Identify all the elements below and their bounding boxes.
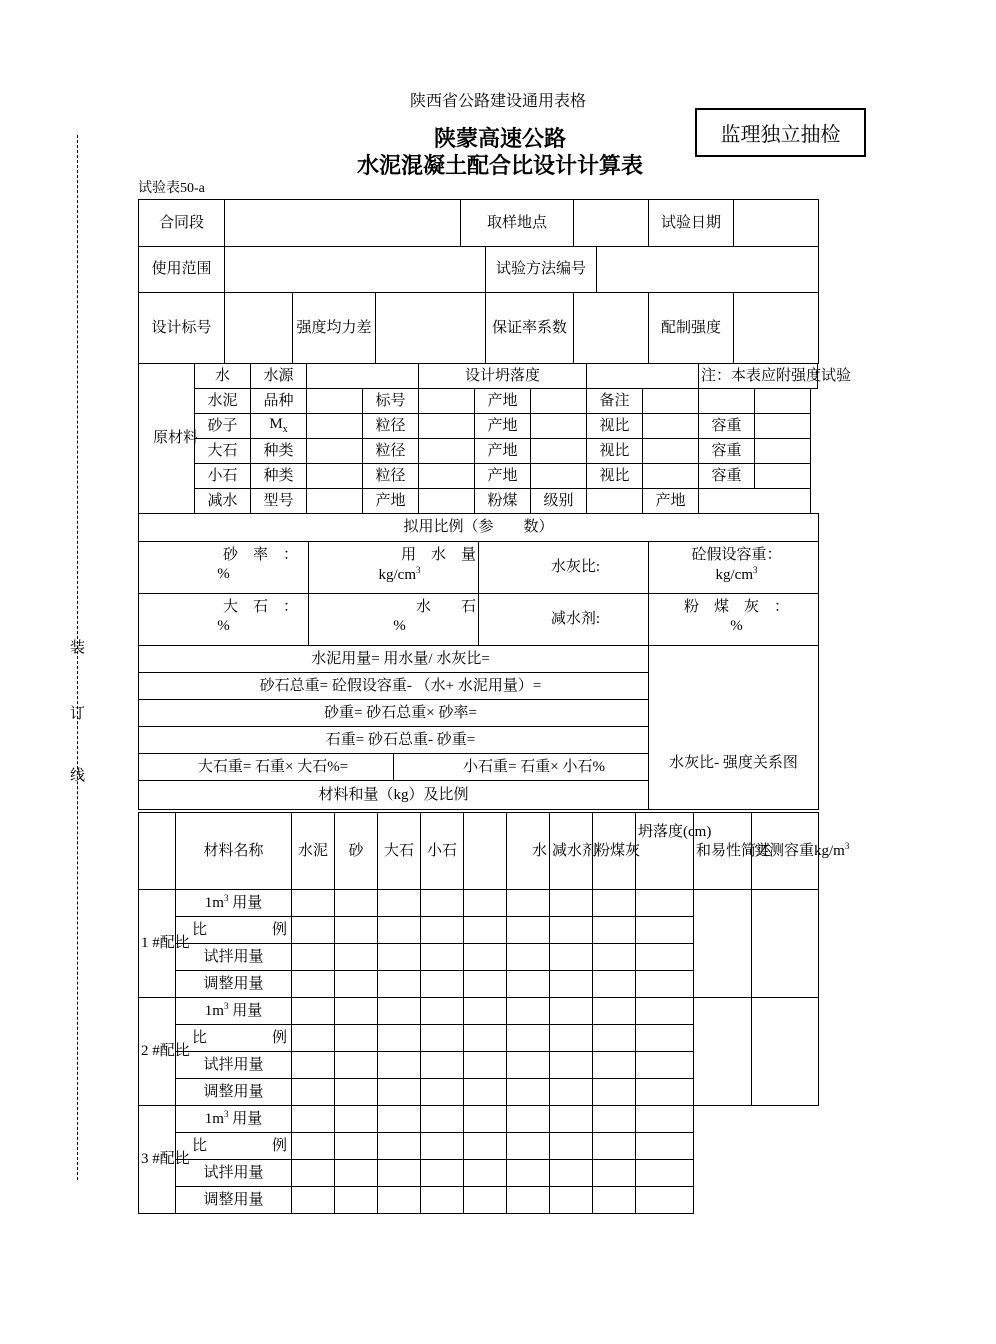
test-date-label: 试验日期 [649,200,734,247]
cell[interactable] [292,1052,335,1079]
col-flyash: 粉煤灰 [593,813,636,890]
col-measured-density-text: 实测容重kg/m [754,843,845,860]
row-m3-sup: 3 [223,893,229,904]
water-source-field[interactable] [307,364,419,389]
cell[interactable] [507,1133,550,1160]
row-m3-pre: 1 [204,895,213,912]
cell[interactable] [593,944,636,971]
mix-group-2-label: 2 #配比 [139,998,176,1106]
col-reducer: 减水剂 [550,813,593,890]
cell[interactable] [421,1187,464,1214]
large-stone-origin-label: 产地 [475,439,531,464]
col-small-stone: 小石 [421,813,464,890]
scope-field[interactable] [225,247,486,293]
col-cement: 水泥 [292,813,335,890]
cell[interactable] [421,998,464,1025]
cell[interactable] [378,1106,421,1133]
blank-cell-3a [694,1106,752,1214]
sample-location-label: 取样地点 [461,200,574,247]
workability-cell-2[interactable] [694,998,752,1106]
large-stone-kind-label: 种类 [251,439,307,464]
cell[interactable] [550,1106,593,1133]
row-adjust: 调整用量 [176,971,292,998]
relation-chart-area[interactable] [649,646,819,810]
cell[interactable] [378,1160,421,1187]
small-stone-bulk-label: 容重 [699,464,755,489]
sand-rate-cell[interactable] [139,542,309,594]
cell[interactable] [464,1052,507,1079]
flyash-pct-unit: % [730,617,743,634]
design-grade-field[interactable] [225,293,293,364]
cell[interactable] [636,971,694,998]
cell[interactable] [335,1052,378,1079]
fineness-modulus-label [251,414,307,439]
density-unit: kg/cm [715,566,753,583]
row-m3 [176,998,292,1025]
cement-variety-field[interactable] [307,389,363,414]
water-source-label: 水源 [251,364,307,389]
flyash-cell[interactable] [649,594,819,646]
cell[interactable] [550,998,593,1025]
guarantee-field[interactable] [574,293,649,364]
stone-cell[interactable] [309,594,479,646]
row-adjust: 调整用量 [176,1187,292,1214]
cell[interactable] [593,1025,636,1052]
cell[interactable] [292,917,335,944]
stone-label: 水 石 [415,599,476,615]
reducer-pct-label[interactable]: 减水剂: [479,594,649,646]
cell[interactable] [464,1187,507,1214]
cement-remark-field-2[interactable] [699,389,755,414]
cell[interactable] [636,1025,694,1052]
cell[interactable] [550,1025,593,1052]
raw-materials-label: 原材料 [139,364,195,514]
table-note: 注：本表应附强度试验 [699,364,818,389]
cell[interactable] [464,1106,507,1133]
mix-table [138,812,850,890]
cell[interactable] [636,890,694,917]
cell[interactable] [421,944,464,971]
cell[interactable] [593,998,636,1025]
cell[interactable] [550,971,593,998]
cell[interactable] [292,1187,335,1214]
design-grade-label: 设计标号 [139,293,225,364]
col-sand: 砂 [335,813,378,890]
cell[interactable] [507,1079,550,1106]
row-m3-pre: 1 [204,1003,213,1020]
cell[interactable] [636,1106,694,1133]
large-stone-kind-field[interactable] [307,439,363,464]
cement-origin-label: 产地 [475,389,531,414]
relation-chart-label: 水灰比- 强度关系图 [669,755,798,772]
fineness-m: M [269,416,283,433]
large-stone-pct-label: 大 石 ： [222,599,298,615]
cell[interactable] [378,1025,421,1052]
cell[interactable] [335,917,378,944]
cell[interactable] [292,1133,335,1160]
mix-heading: 材料和量（kg）及比例 [139,781,649,810]
flyash-label: 粉煤 [475,489,531,514]
small-stone-origin-label: 产地 [475,464,531,489]
small-stone-size-label: 粒径 [363,464,419,489]
row-m3 [176,890,292,917]
proposed-ratio-table [138,513,819,810]
cell[interactable] [636,1052,694,1079]
small-stone-kind-label: 种类 [251,464,307,489]
sand-rate-label: 砂 率 ： [222,547,298,563]
reducer-model-label: 型号 [251,489,307,514]
row-m3-post: 用量 [232,1111,263,1128]
cell[interactable] [335,1106,378,1133]
large-stone-bulk-field[interactable] [755,439,811,464]
cell[interactable] [636,944,694,971]
cell[interactable] [292,1106,335,1133]
prep-strength-field[interactable] [734,293,819,364]
row-trial: 试拌用量 [176,1160,292,1187]
cell[interactable] [593,917,636,944]
cell[interactable] [593,1160,636,1187]
cell[interactable] [292,971,335,998]
row-m3-sup: 3 [223,1109,229,1120]
cell[interactable] [292,1079,335,1106]
large-stone-sg-label: 视比 [587,439,643,464]
flyash-level-label: 级别 [531,489,587,514]
cell[interactable] [593,1052,636,1079]
cement-remark-label: 备注 [587,389,643,414]
cement-grade-label: 标号 [363,389,419,414]
row-ratio: 比 例 [176,1133,292,1160]
row-m3-unit: m [212,895,224,912]
flyash-level-field[interactable] [587,489,643,514]
cell[interactable] [378,1187,421,1214]
cell[interactable] [507,917,550,944]
cell[interactable] [593,1079,636,1106]
design-slump-field[interactable] [587,364,699,389]
large-stone-size-label: 粒径 [363,439,419,464]
cell[interactable] [335,1187,378,1214]
flyash-origin-field[interactable] [699,489,811,514]
reducer-origin-field[interactable] [419,489,475,514]
cell[interactable] [464,1025,507,1052]
large-stone-bulk-label: 容重 [699,439,755,464]
col-workability: 和易性简述 [694,813,752,890]
cell[interactable] [378,998,421,1025]
cell[interactable] [335,1079,378,1106]
mix-group-3-label: 3 #配比 [139,1106,176,1214]
col-water: 水 [507,813,550,890]
sand-rate-unit: % [217,565,230,582]
small-stone-size-field[interactable] [419,464,475,489]
small-stone-origin-field[interactable] [531,464,587,489]
row-trial: 试拌用量 [176,1052,292,1079]
cell[interactable] [421,917,464,944]
sand-size-field[interactable] [419,414,475,439]
sand-sg-label: 视比 [587,414,643,439]
cell[interactable] [507,1160,550,1187]
binding-char-2: 订 [70,706,86,722]
sand-size-label: 粒径 [363,414,419,439]
cell[interactable] [378,917,421,944]
mix-corner [139,813,176,890]
row-m3-sup: 3 [223,1001,229,1012]
cell[interactable] [636,1160,694,1187]
formula-cement[interactable]: 水泥用量= 用水量/ 水灰比= [139,646,649,673]
contract-field[interactable] [225,200,461,247]
cell[interactable] [550,1052,593,1079]
cell[interactable] [507,1025,550,1052]
cell[interactable] [550,917,593,944]
cell[interactable] [335,998,378,1025]
cell[interactable] [550,1160,593,1187]
cell[interactable] [292,944,335,971]
density-cell-1[interactable] [752,890,819,998]
cell[interactable] [335,971,378,998]
flyash-origin-label: 产地 [643,489,699,514]
cell[interactable] [636,1079,694,1106]
row-m3 [176,1106,292,1133]
cell[interactable] [464,1133,507,1160]
sand-bulk-field[interactable] [755,414,811,439]
sand-origin-field[interactable] [531,414,587,439]
col-material-name: 材料名称 [176,813,292,890]
cell[interactable] [378,971,421,998]
col-blank [464,813,507,890]
cell[interactable] [507,944,550,971]
method-number-label: 试验方法编号 [486,247,597,293]
cell[interactable] [378,1052,421,1079]
prep-strength-label: 配制强度 [649,293,734,364]
scope-label: 使用范围 [139,247,225,293]
water-amount-label: 用 水 量 [400,547,476,563]
cell[interactable] [636,917,694,944]
formula-sand-stone-total[interactable]: 砂石总重= 砼假设容重- （水+ 水泥用量）= [139,673,649,700]
formula-stone[interactable]: 石重= 砂石总重- 砂重= [139,727,649,754]
form-number: 试验表50-a [138,181,205,196]
large-stone-pct-unit: % [217,617,230,634]
cell[interactable] [550,1079,593,1106]
cell[interactable] [292,890,335,917]
row-m3-pre: 1 [204,1111,213,1128]
design-slump-label: 设计坍落度 [419,364,587,389]
fineness-sub: x [282,424,288,436]
cell[interactable] [507,890,550,917]
cell[interactable] [636,1133,694,1160]
density-label: 砼假设容重： [691,547,782,563]
raw-materials-table [138,363,852,514]
cell[interactable] [378,944,421,971]
row-ratio: 比 例 [176,917,292,944]
mix-groups-table [138,889,819,1214]
col-slump: 坍落度(cm) [636,813,694,890]
cell[interactable] [507,1106,550,1133]
cell[interactable] [464,890,507,917]
cell[interactable] [421,971,464,998]
cell[interactable] [507,971,550,998]
cell[interactable] [335,1160,378,1187]
cell[interactable] [421,1106,464,1133]
std-dev-label: 强度均力差 [293,293,376,364]
cell[interactable] [421,1133,464,1160]
organization-heading: 陕西省公路建设通用表格 [409,93,586,110]
row-m3-post: 用量 [232,895,263,912]
cement-remark-field-1[interactable] [643,389,699,414]
cell[interactable] [593,890,636,917]
small-stone-label: 小石 [195,464,251,489]
proposed-heading: 拟用比例（参 数） [139,514,819,542]
small-stone-sg-label: 视比 [587,464,643,489]
guarantee-label: 保证率系数 [486,293,574,364]
row-trial: 试拌用量 [176,944,292,971]
cell[interactable] [636,1187,694,1214]
formula-large-stone[interactable]: 大石重= 石重× 大石%= [139,754,394,781]
small-stone-sg-field[interactable] [643,464,699,489]
std-dev-field[interactable] [376,293,486,364]
cell[interactable] [464,917,507,944]
cement-remark-field-3[interactable] [755,389,811,414]
large-stone-cell[interactable] [139,594,309,646]
large-stone-origin-field[interactable] [531,439,587,464]
cell[interactable] [636,998,694,1025]
cell[interactable] [593,1133,636,1160]
cell[interactable] [335,944,378,971]
cell[interactable] [464,998,507,1025]
sand-sg-field[interactable] [643,414,699,439]
mix-group-1-label: 1 #配比 [139,890,176,998]
form-title: 水泥混凝土配合比设计计算表 [356,153,643,178]
reducer-label: 减水 [195,489,251,514]
cell[interactable] [335,890,378,917]
contract-label: 合同段 [139,200,225,247]
cell[interactable] [507,998,550,1025]
test-date-field[interactable] [734,200,819,247]
blank-cell-3b [752,1106,819,1214]
cement-grade-field[interactable] [419,389,475,414]
supervision-badge: 监理独立抽检 [695,108,866,157]
reducer-origin-label: 产地 [363,489,419,514]
cell[interactable] [550,944,593,971]
col-measured-density-sup: 3 [844,841,850,852]
formula-sand[interactable]: 砂重= 砂石总重× 砂率= [139,700,649,727]
cell[interactable] [292,1160,335,1187]
cell[interactable] [335,1025,378,1052]
cell[interactable] [593,1106,636,1133]
row-m3-unit: m [212,1111,224,1128]
water-amount-unit-sup: 3 [416,564,421,575]
cell[interactable] [335,1133,378,1160]
density-unit-sup: 3 [753,564,758,575]
row-ratio: 比 例 [176,1025,292,1052]
info-table [138,199,819,364]
cell[interactable] [550,890,593,917]
cell[interactable] [292,998,335,1025]
water-amount-unit: kg/cm [378,566,416,583]
water-amount-cell[interactable] [309,542,479,594]
large-stone-sg-field[interactable] [643,439,699,464]
sand-bulk-label: 容重 [699,414,755,439]
cell[interactable] [464,1079,507,1106]
sand-origin-label: 产地 [475,414,531,439]
cement-origin-field[interactable] [531,389,587,414]
method-number-field[interactable] [597,247,819,293]
cell[interactable] [421,1025,464,1052]
cell[interactable] [593,971,636,998]
density-cell-2[interactable] [752,998,819,1106]
cell[interactable] [421,890,464,917]
cement-label: 水泥 [195,389,251,414]
cell[interactable] [550,1133,593,1160]
cell[interactable] [464,1160,507,1187]
binding-char-3: 线 [70,768,86,784]
cell[interactable] [292,1025,335,1052]
binding-char-1: 装 [70,640,86,656]
stone-unit: % [393,617,406,634]
cell[interactable] [507,1052,550,1079]
large-stone-label: 大石 [195,439,251,464]
binding-dashed-line [77,135,78,1180]
cell[interactable] [507,1187,550,1214]
cell[interactable] [378,890,421,917]
col-large-stone: 大石 [378,813,421,890]
row-m3-post: 用量 [232,1003,263,1020]
small-stone-kind-field[interactable] [307,464,363,489]
cell[interactable] [378,1133,421,1160]
cell[interactable] [378,1079,421,1106]
sand-label: 砂子 [195,414,251,439]
density-cell[interactable] [649,542,819,594]
cell[interactable] [421,1079,464,1106]
cell[interactable] [593,1187,636,1214]
cell[interactable] [464,944,507,971]
cell[interactable] [550,1187,593,1214]
small-stone-bulk-field[interactable] [755,464,811,489]
sample-location-field[interactable] [574,200,649,247]
large-stone-size-field[interactable] [419,439,475,464]
cell[interactable] [464,971,507,998]
project-title: 陕蒙高速公路 [433,126,566,151]
cell[interactable] [421,1160,464,1187]
row-adjust: 调整用量 [176,1079,292,1106]
col-measured-density [752,813,850,890]
sand-mx-field[interactable] [307,414,363,439]
flyash-pct-label: 粉 煤 灰 ： [684,599,790,615]
formula-small-stone[interactable]: 小石重= 石重× 小石% [394,754,649,781]
reducer-model-field[interactable] [307,489,363,514]
cement-variety-label: 品种 [251,389,307,414]
row-m3-unit: m [212,1003,224,1020]
wc-ratio-label[interactable]: 水灰比: [479,542,649,594]
workability-cell-1[interactable] [694,890,752,998]
cell[interactable] [421,1052,464,1079]
water-label: 水 [195,364,251,389]
